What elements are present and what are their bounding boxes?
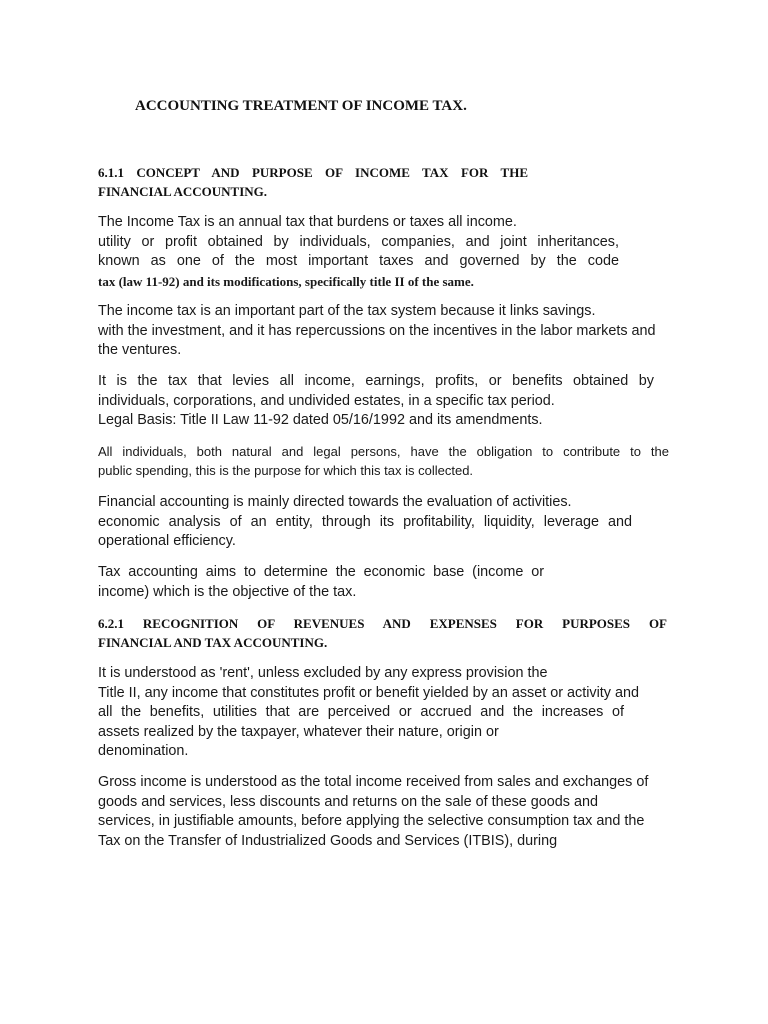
paragraph-line: income) which is the objective of the tax.	[98, 583, 357, 600]
paragraph-financial-accounting	[98, 493, 632, 552]
paragraph-line: It is the tax that levies all income, earnings, profits, or benefits obtained by	[98, 373, 654, 389]
paragraph-line: known as one of the most important taxes and governed by the code	[98, 253, 619, 269]
paragraph-line: economic analysis of an entity, through its profitability, liquidity, leverage and	[98, 513, 632, 530]
paragraph-line: operational efficiency.	[98, 533, 236, 549]
paragraph-line: Tax on the Transfer of Industrialized Goods and Services (ITBIS), during	[98, 832, 558, 849]
paragraph-gross-income	[98, 773, 680, 851]
paragraph-line: services, in justifiable amounts, before applying the selective consumption tax and the	[98, 813, 645, 829]
paragraph-line: tax (law 11-92) and its modifications, specifically title II of the same.	[98, 273, 474, 289]
paragraph-line: public spending, this is the purpose for which this tax is collected.	[98, 463, 474, 478]
paragraph-tax-system	[98, 302, 683, 361]
paragraph-income-tax-definition	[98, 213, 619, 291]
paragraph-tax-accounting	[98, 563, 544, 602]
paragraph-line: Tax accounting aims to determine the economic base (income or	[98, 564, 544, 580]
paragraph-line: goods and services, less discounts and returns on the sale of these goods and	[98, 793, 598, 810]
paragraph-line: denomination.	[98, 743, 189, 759]
heading-line: 6.1.1 CONCEPT AND PURPOSE OF INCOME TAX FOR THE	[98, 165, 528, 180]
heading-line: FINANCIAL AND TAX ACCOUNTING.	[98, 635, 328, 650]
paragraph-line: All individuals, both natural and legal persons, have the obligation to contribute to the	[98, 444, 669, 459]
paragraph-obligation	[98, 442, 669, 480]
paragraph-line: The Income Tax is an annual tax that burdens or taxes all income.	[98, 214, 517, 230]
paragraph-line: with the investment, and it has repercussions on the incentives in the labor markets and	[98, 322, 656, 339]
paragraph-line: the ventures.	[98, 342, 182, 358]
heading-line: FINANCIAL ACCOUNTING.	[98, 184, 268, 199]
paragraph-line: individuals, corporations, and undivided estates, in a specific tax period.	[98, 392, 555, 409]
paragraph-line: utility or profit obtained by individuals, companies, and joint inheritances,	[98, 233, 619, 250]
section-heading-6-1-1	[98, 163, 528, 201]
paragraph-line: Gross income is understood as the total income received from sales and exchanges of	[98, 774, 649, 790]
paragraph-legal-basis	[98, 372, 654, 431]
section-heading-6-2-1	[98, 614, 667, 652]
heading-line: 6.2.1 RECOGNITION OF REVENUES AND EXPENSES FOR PURPOSES OF	[98, 616, 667, 631]
paragraph-line: Legal Basis: Title II Law 11-92 dated 05/16/1992 and its amendments.	[98, 412, 543, 428]
paragraph-rent-definition	[98, 664, 665, 762]
paragraph-line: assets realized by the taxpayer, whatever their nature, origin or	[98, 723, 499, 740]
paragraph-line: It is understood as 'rent', unless excluded by any express provision the	[98, 665, 548, 681]
paragraph-line: all the benefits, utilities that are perceived or accrued and the increases of	[98, 704, 624, 720]
document-title: ACCOUNTING TREATMENT OF INCOME TAX.	[135, 98, 467, 114]
paragraph-line: Financial accounting is mainly directed towards the evaluation of activities.	[98, 494, 572, 510]
paragraph-line: Title II, any income that constitutes profit or benefit yielded by an asset or activity and	[98, 684, 639, 701]
paragraph-line: The income tax is an important part of the tax system because it links savings.	[98, 303, 596, 319]
